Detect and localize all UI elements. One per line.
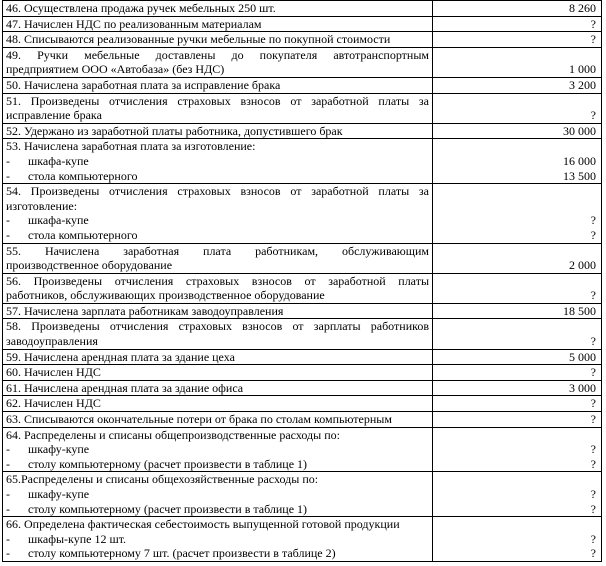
operation-amount-cell (433, 47, 602, 77)
operation-description-cell (3, 427, 433, 472)
operation-amount-cell (433, 517, 602, 562)
operation-amount: ? (590, 501, 596, 516)
operation-description-line: 51. Произведены отчисления страховых взносов от заработной платы за (6, 93, 429, 108)
table-row (3, 184, 602, 243)
operation-description-cell (3, 396, 433, 412)
table-row (3, 517, 602, 562)
operation-description-line: работников, обслуживающих производственное оборудование (6, 288, 325, 303)
operation-amount: 18 500 (563, 303, 596, 318)
operation-amount-cell (433, 243, 602, 273)
operation-amount: ? (590, 288, 596, 303)
operation-amount (436, 199, 596, 214)
operation-description-cell (3, 47, 433, 77)
list-dash: - (6, 531, 10, 546)
operation-description-line: 55. Начислена заработная плата работникам, обслуживающим (6, 243, 429, 258)
operation-amount: ? (590, 16, 596, 31)
operation-amount (436, 244, 596, 259)
table-row (3, 123, 602, 139)
operation-description-line: 65.Распределены и списаны общехозяйственные расходы по: (6, 472, 319, 487)
operation-description-line: 60. Начислен НДС (6, 365, 101, 380)
list-dash: - (6, 227, 10, 242)
operation-subitem-label: стола компьютерного (28, 227, 138, 242)
operation-amount-cell (433, 412, 602, 428)
operation-amount-cell (433, 273, 602, 303)
operation-description-cell (3, 303, 433, 319)
operation-description-line: производственное оборудование (6, 258, 173, 273)
operation-amount: ? (590, 108, 596, 123)
operation-amount-cell (433, 1, 602, 17)
operation-description-line: 63. Списываются окончательные потери от брака по столам компьютерным (6, 412, 392, 427)
operation-amount: ? (590, 227, 596, 242)
list-dash: - (6, 487, 10, 501)
table-row (3, 412, 602, 428)
operation-description-line: изготовление: (6, 198, 78, 213)
table-row (3, 93, 602, 123)
operation-amount: ? (590, 531, 596, 546)
operation-amount (436, 274, 596, 289)
operation-amount-cell (433, 16, 602, 32)
operation-subitem (6, 213, 429, 228)
operation-amount-cell (433, 184, 602, 243)
operation-description-cell (3, 365, 433, 381)
operation-description-line: 54. Произведены отчисления страховых взносов от заработной платы за (6, 184, 429, 199)
operation-subitem (6, 502, 429, 517)
operation-description-line: 47. Начислен НДС по реализованным материалам (6, 16, 262, 31)
table-row (3, 243, 602, 273)
operation-amount-cell (433, 32, 602, 48)
table-row (3, 365, 602, 381)
operation-amount: ? (590, 546, 596, 561)
operation-amount-cell (433, 93, 602, 123)
operation-subitem (6, 546, 429, 561)
operation-amount (436, 428, 596, 443)
operation-description-line: 66. Определена фактическая себестоимость выпущенной готовой продукции (6, 517, 400, 532)
operation-amount (436, 94, 596, 109)
operation-amount (436, 319, 596, 334)
table-row (3, 139, 602, 184)
operation-description-cell (3, 472, 433, 517)
operation-description-cell (3, 380, 433, 396)
operation-description-line: 56. Произведены отчисления страховых взносов от заработной платы (6, 273, 429, 288)
table-row (3, 47, 602, 77)
operation-description-line: 52. Удержано из заработной платы работника, допустившего брак (6, 123, 343, 138)
operation-subitem-label: столу компьютерному (расчет произвести в таблице 1) (28, 456, 308, 471)
operation-subitem-label: столу компьютерному 7 шт. (расчет произвести в таблице 2) (28, 546, 336, 561)
operation-amount-cell (433, 427, 602, 472)
operation-description-line: исправление брака (6, 108, 102, 123)
operation-subitem (6, 154, 429, 169)
operation-amount-cell (433, 303, 602, 319)
operation-amount (436, 48, 596, 63)
operation-amount: ? (590, 396, 596, 411)
operation-subitem-label: шкафы-купе 12 шт. (28, 531, 127, 546)
operation-amount: 30 000 (563, 123, 596, 138)
operation-description-cell (3, 184, 433, 243)
operation-amount: ? (590, 456, 596, 471)
operation-subitem-label: шкафа-купе (28, 153, 89, 168)
operation-description-cell (3, 32, 433, 48)
operation-amount-cell (433, 139, 602, 184)
operation-amount: ? (590, 32, 596, 47)
operation-description-line: 50. Начислена заработная плата за исправление брака (6, 77, 281, 92)
list-dash: - (6, 442, 10, 457)
operation-amount (436, 517, 596, 532)
operation-amount-cell (433, 380, 602, 396)
list-dash: - (6, 213, 10, 228)
operations-table-body (3, 1, 602, 562)
operation-amount: 3 200 (569, 77, 596, 92)
operation-description-cell (3, 16, 433, 32)
operation-description-cell (3, 273, 433, 303)
operation-subitem (6, 442, 429, 457)
operation-amount-cell (433, 349, 602, 365)
operation-description-line: предприятием ООО «Автобаза» (без НДС) (6, 62, 225, 77)
operation-description-line: 61. Начислена арендная плата за здание офиса (6, 380, 244, 395)
operation-amount: ? (590, 365, 596, 380)
operation-description-cell (3, 412, 433, 428)
operation-subitem-label: шкафу-купе (28, 442, 90, 457)
operation-description-line: 59. Начислена арендная плата за здание цеха (6, 349, 235, 364)
table-row (3, 380, 602, 396)
operation-amount: ? (590, 487, 596, 501)
operation-amount: 13 500 (563, 168, 596, 183)
operation-subitem (6, 487, 429, 502)
table-row (3, 303, 602, 319)
operation-description-line: 58. Произведены отчисления страховых взносов от зарплаты работников (6, 319, 429, 334)
operation-description-cell (3, 77, 433, 93)
operation-amount: 16 000 (563, 153, 596, 168)
table-row (3, 427, 602, 472)
operation-amount-cell (433, 123, 602, 139)
table-row (3, 349, 602, 365)
operation-description-cell (3, 123, 433, 139)
operation-amount-cell (433, 365, 602, 381)
operation-description-line: 64. Распределены и списаны общепроизводственные расходы по: (6, 427, 340, 442)
operation-amount-cell (433, 77, 602, 93)
operation-description-line: 48. Списываются реализованные ручки мебельные по покупной стоимости (6, 32, 391, 47)
operation-amount: 1 000 (569, 62, 596, 77)
operation-amount: 2 000 (569, 258, 596, 273)
table-row (3, 32, 602, 48)
operation-description-line: 53. Начислена заработная плата за изготовление: (6, 139, 256, 154)
operation-subitem-label: шкафа-купе (28, 213, 89, 228)
operation-subitem-label: столу компьютерному (расчет произвести в таблице 1) (28, 501, 308, 516)
list-dash: - (6, 546, 10, 561)
operation-amount (436, 472, 596, 487)
operation-description-cell (3, 319, 433, 349)
operation-description-cell (3, 1, 433, 17)
operation-amount (436, 139, 596, 154)
list-dash: - (6, 456, 10, 471)
operation-subitem (6, 228, 429, 243)
table-row (3, 1, 602, 17)
operation-amount: ? (590, 213, 596, 228)
operation-description-line: 49. Ручки мебельные доставлены до покупателя автотранспортным (6, 47, 429, 62)
operation-amount-cell (433, 472, 602, 517)
table-row (3, 273, 602, 303)
table-row (3, 319, 602, 349)
list-dash: - (6, 168, 10, 183)
table-row (3, 396, 602, 412)
operation-amount: ? (590, 442, 596, 457)
operation-subitem-label: стола компьютерного (28, 168, 138, 183)
table-row (3, 16, 602, 32)
operation-description-line: 57. Начислена зарплата работникам заводоуправления (6, 303, 284, 318)
operation-subitem (6, 169, 429, 184)
operation-amount-cell (433, 396, 602, 412)
list-dash: - (6, 153, 10, 168)
operation-subitem-label: шкафу-купе (28, 487, 90, 501)
operation-description-cell (3, 349, 433, 365)
operation-description-cell (3, 517, 433, 562)
operation-amount: ? (590, 412, 596, 427)
operation-description-cell (3, 93, 433, 123)
operation-subitem (6, 457, 429, 472)
operation-amount: 8 260 (569, 1, 596, 15)
operation-amount-cell (433, 319, 602, 349)
operations-table (2, 0, 602, 562)
operation-amount: 3 000 (569, 380, 596, 395)
operation-description-cell (3, 139, 433, 184)
table-row (3, 472, 602, 517)
operation-amount: 5 000 (569, 349, 596, 364)
list-dash: - (6, 501, 10, 516)
operation-description-line: 62. Начислен НДС (6, 396, 101, 411)
table-row (3, 77, 602, 93)
operation-amount: ? (590, 334, 596, 349)
operation-description-cell (3, 243, 433, 273)
operation-subitem (6, 532, 429, 547)
operation-description-line: 46. Осуществлена продажа ручек мебельных 250 шт. (6, 1, 276, 15)
operation-description-line: заводоуправления (6, 334, 98, 349)
operation-amount (436, 184, 596, 199)
